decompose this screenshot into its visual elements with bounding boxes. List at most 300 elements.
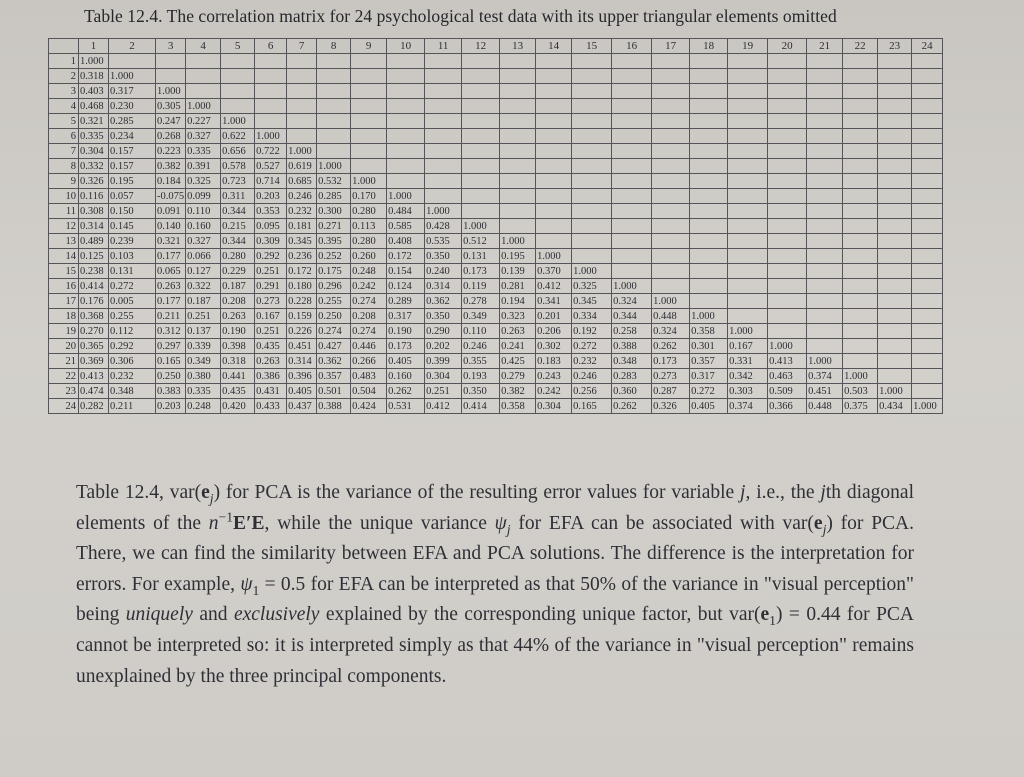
omitted-cell (843, 279, 878, 294)
correlation-cell: 0.260 (351, 249, 387, 264)
row-label: 24 (49, 399, 79, 414)
row-label: 4 (49, 99, 79, 114)
correlation-cell: 0.304 (79, 144, 109, 159)
correlation-cell: 0.280 (351, 234, 387, 249)
correlation-cell: 0.362 (425, 294, 462, 309)
correlation-cell: 0.223 (156, 144, 186, 159)
table-row (49, 174, 943, 189)
omitted-cell (912, 279, 943, 294)
table-row (49, 144, 943, 159)
column-header: 23 (878, 39, 912, 54)
omitted-cell (690, 234, 728, 249)
correlation-cell: 0.391 (186, 159, 221, 174)
omitted-cell (878, 279, 912, 294)
correlation-cell: 0.503 (843, 384, 878, 399)
text-segment: ψ (240, 573, 253, 595)
omitted-cell (807, 84, 843, 99)
row-label: 23 (49, 384, 79, 399)
text-segment: and (192, 604, 234, 626)
correlation-cell: 0.242 (536, 384, 572, 399)
omitted-cell (612, 129, 652, 144)
correlation-cell: 0.334 (572, 309, 612, 324)
row-label: 15 (49, 264, 79, 279)
correlation-cell: 0.150 (109, 204, 156, 219)
correlation-matrix-table (48, 38, 943, 414)
correlation-cell: 0.383 (156, 384, 186, 399)
column-header: 11 (425, 39, 462, 54)
omitted-cell (317, 114, 351, 129)
omitted-cell (425, 144, 462, 159)
correlation-cell: 0.348 (109, 384, 156, 399)
column-header: 7 (287, 39, 317, 54)
correlation-cell: 0.345 (287, 234, 317, 249)
correlation-cell: 0.190 (221, 324, 255, 339)
correlation-cell: 0.326 (652, 399, 690, 414)
correlation-cell: 1.000 (843, 369, 878, 384)
omitted-cell (843, 354, 878, 369)
omitted-cell (843, 264, 878, 279)
row-label: 1 (49, 54, 79, 69)
correlation-cell: 0.246 (572, 369, 612, 384)
correlation-cell: 0.420 (221, 399, 255, 414)
omitted-cell (536, 129, 572, 144)
correlation-cell: 0.193 (462, 369, 500, 384)
row-label: 9 (49, 174, 79, 189)
correlation-cell: 0.208 (221, 294, 255, 309)
omitted-cell (652, 69, 690, 84)
correlation-cell: 0.172 (387, 249, 425, 264)
omitted-cell (843, 129, 878, 144)
omitted-cell (186, 69, 221, 84)
correlation-cell: 0.160 (186, 219, 221, 234)
omitted-cell (652, 264, 690, 279)
correlation-cell: 0.255 (317, 294, 351, 309)
table-row (49, 249, 943, 264)
correlation-cell: 0.272 (572, 339, 612, 354)
omitted-cell (500, 159, 536, 174)
correlation-cell: 1.000 (768, 339, 807, 354)
correlation-cell: 0.326 (79, 174, 109, 189)
omitted-cell (255, 69, 287, 84)
correlation-cell: 0.714 (255, 174, 287, 189)
correlation-cell: 0.308 (79, 204, 109, 219)
correlation-cell: 0.255 (109, 309, 156, 324)
omitted-cell (690, 174, 728, 189)
correlation-cell: 0.332 (79, 159, 109, 174)
row-label: 10 (49, 189, 79, 204)
omitted-cell (255, 84, 287, 99)
correlation-cell: 0.175 (317, 264, 351, 279)
omitted-cell (652, 99, 690, 114)
omitted-cell (572, 174, 612, 189)
corner-cell (49, 39, 79, 54)
column-header: 4 (186, 39, 221, 54)
row-label: 19 (49, 324, 79, 339)
omitted-cell (912, 129, 943, 144)
table-row (49, 129, 943, 144)
correlation-cell: 0.325 (186, 174, 221, 189)
omitted-cell (536, 84, 572, 99)
omitted-cell (728, 54, 768, 69)
omitted-cell (317, 129, 351, 144)
omitted-cell (317, 144, 351, 159)
omitted-cell (156, 54, 186, 69)
column-header: 20 (768, 39, 807, 54)
correlation-cell: 0.157 (109, 159, 156, 174)
correlation-cell: 0.110 (186, 204, 221, 219)
correlation-cell: 1.000 (690, 309, 728, 324)
correlation-cell: 0.398 (221, 339, 255, 354)
correlation-cell: 0.441 (221, 369, 255, 384)
correlation-cell: 0.127 (186, 264, 221, 279)
omitted-cell (878, 54, 912, 69)
correlation-cell: 0.137 (186, 324, 221, 339)
correlation-cell: 0.251 (186, 309, 221, 324)
omitted-cell (728, 99, 768, 114)
omitted-cell (843, 159, 878, 174)
table-row (49, 354, 943, 369)
omitted-cell (690, 219, 728, 234)
correlation-cell: 1.000 (536, 249, 572, 264)
omitted-cell (612, 159, 652, 174)
text-segment: j (506, 521, 511, 537)
omitted-cell (690, 129, 728, 144)
correlation-cell: 0.335 (186, 144, 221, 159)
table-row (49, 339, 943, 354)
omitted-cell (690, 54, 728, 69)
correlation-cell: 0.256 (572, 384, 612, 399)
correlation-cell: 1.000 (500, 234, 536, 249)
correlation-cell: 0.180 (287, 279, 317, 294)
correlation-cell: 0.414 (79, 279, 109, 294)
omitted-cell (807, 309, 843, 324)
omitted-cell (536, 69, 572, 84)
correlation-cell: 0.242 (351, 279, 387, 294)
omitted-cell (728, 69, 768, 84)
omitted-cell (317, 99, 351, 114)
omitted-cell (221, 69, 255, 84)
omitted-cell (462, 159, 500, 174)
omitted-cell (652, 219, 690, 234)
correlation-cell: 0.435 (221, 384, 255, 399)
omitted-cell (387, 99, 425, 114)
omitted-cell (807, 189, 843, 204)
table-row (49, 309, 943, 324)
column-header: 6 (255, 39, 287, 54)
correlation-cell: 0.262 (652, 339, 690, 354)
correlation-cell: 0.311 (221, 189, 255, 204)
omitted-cell (807, 114, 843, 129)
correlation-cell: 0.251 (425, 384, 462, 399)
correlation-cell: 0.321 (156, 234, 186, 249)
correlation-cell: 0.103 (109, 249, 156, 264)
omitted-cell (462, 144, 500, 159)
omitted-cell (768, 54, 807, 69)
correlation-cell: 0.183 (536, 354, 572, 369)
correlation-cell: 0.173 (462, 264, 500, 279)
correlation-cell: 0.585 (387, 219, 425, 234)
omitted-cell (843, 339, 878, 354)
omitted-cell (500, 84, 536, 99)
omitted-cell (690, 114, 728, 129)
omitted-cell (572, 204, 612, 219)
correlation-cell: 0.203 (156, 399, 186, 414)
correlation-cell: 0.474 (79, 384, 109, 399)
correlation-cell: 0.262 (387, 384, 425, 399)
correlation-cell: 0.145 (109, 219, 156, 234)
omitted-cell (462, 174, 500, 189)
omitted-cell (652, 144, 690, 159)
table-body (49, 54, 943, 414)
omitted-cell (912, 219, 943, 234)
omitted-cell (186, 54, 221, 69)
omitted-cell (843, 144, 878, 159)
omitted-cell (500, 219, 536, 234)
omitted-cell (878, 219, 912, 234)
omitted-cell (572, 99, 612, 114)
omitted-cell (462, 84, 500, 99)
omitted-cell (690, 249, 728, 264)
correlation-cell: 1.000 (912, 399, 943, 414)
omitted-cell (768, 249, 807, 264)
correlation-cell: 0.272 (109, 279, 156, 294)
omitted-cell (536, 234, 572, 249)
omitted-cell (912, 309, 943, 324)
correlation-cell: 1.000 (109, 69, 156, 84)
omitted-cell (690, 69, 728, 84)
correlation-cell: 0.483 (351, 369, 387, 384)
correlation-cell: 0.504 (351, 384, 387, 399)
omitted-cell (912, 324, 943, 339)
correlation-cell: 0.290 (425, 324, 462, 339)
correlation-cell: 0.280 (351, 204, 387, 219)
omitted-cell (807, 159, 843, 174)
omitted-cell (768, 159, 807, 174)
correlation-cell: 0.448 (807, 399, 843, 414)
correlation-cell: 0.619 (287, 159, 317, 174)
row-label: 8 (49, 159, 79, 174)
column-header: 8 (317, 39, 351, 54)
omitted-cell (728, 159, 768, 174)
row-label: 3 (49, 84, 79, 99)
correlation-cell: 0.366 (768, 399, 807, 414)
omitted-cell (351, 114, 387, 129)
omitted-cell (572, 249, 612, 264)
correlation-cell: 0.227 (186, 114, 221, 129)
correlation-cell: 0.388 (612, 339, 652, 354)
omitted-cell (425, 159, 462, 174)
correlation-cell: 0.091 (156, 204, 186, 219)
omitted-cell (425, 69, 462, 84)
correlation-cell: 0.246 (287, 189, 317, 204)
omitted-cell (462, 189, 500, 204)
correlation-cell: 0.395 (317, 234, 351, 249)
omitted-cell (462, 69, 500, 84)
omitted-cell (287, 99, 317, 114)
omitted-cell (572, 69, 612, 84)
correlation-cell: 0.318 (79, 69, 109, 84)
correlation-cell: 0.192 (572, 324, 612, 339)
correlation-cell: 0.271 (317, 219, 351, 234)
correlation-cell: 0.357 (317, 369, 351, 384)
correlation-cell: 0.228 (287, 294, 317, 309)
correlation-cell: 0.327 (186, 129, 221, 144)
omitted-cell (728, 294, 768, 309)
omitted-cell (652, 279, 690, 294)
omitted-cell (221, 84, 255, 99)
omitted-cell (878, 144, 912, 159)
correlation-cell: 0.170 (351, 189, 387, 204)
omitted-cell (768, 294, 807, 309)
correlation-cell: 0.248 (351, 264, 387, 279)
omitted-cell (652, 54, 690, 69)
text-segment: E′E (233, 512, 265, 534)
table-row (49, 114, 943, 129)
correlation-cell: 0.408 (387, 234, 425, 249)
omitted-cell (612, 84, 652, 99)
correlation-cell: 0.344 (221, 234, 255, 249)
omitted-cell (912, 384, 943, 399)
omitted-cell (768, 99, 807, 114)
correlation-cell: 1.000 (287, 144, 317, 159)
correlation-cell: 1.000 (425, 204, 462, 219)
column-header: 22 (843, 39, 878, 54)
column-header: 3 (156, 39, 186, 54)
omitted-cell (387, 54, 425, 69)
omitted-cell (843, 309, 878, 324)
omitted-cell (728, 189, 768, 204)
correlation-cell: 0.362 (317, 354, 351, 369)
omitted-cell (878, 369, 912, 384)
text-segment: j (822, 521, 827, 537)
correlation-cell: 0.273 (255, 294, 287, 309)
correlation-cell: 0.451 (807, 384, 843, 399)
omitted-cell (425, 114, 462, 129)
correlation-cell: 0.263 (255, 354, 287, 369)
correlation-cell: 0.211 (156, 309, 186, 324)
correlation-cell: 0.424 (351, 399, 387, 414)
omitted-cell (652, 174, 690, 189)
omitted-cell (255, 114, 287, 129)
correlation-cell: 0.283 (612, 369, 652, 384)
omitted-cell (807, 339, 843, 354)
omitted-cell (387, 159, 425, 174)
text-segment: th diagonal elements of the (76, 482, 914, 534)
correlation-cell: 1.000 (221, 114, 255, 129)
text-segment: n (208, 512, 219, 534)
correlation-cell: 0.248 (186, 399, 221, 414)
correlation-cell: 0.229 (221, 264, 255, 279)
correlation-cell: 0.335 (186, 384, 221, 399)
omitted-cell (768, 264, 807, 279)
correlation-cell: 0.723 (221, 174, 255, 189)
omitted-cell (612, 99, 652, 114)
correlation-cell: 0.399 (425, 354, 462, 369)
omitted-cell (690, 279, 728, 294)
omitted-cell (612, 114, 652, 129)
correlation-cell: 1.000 (156, 84, 186, 99)
correlation-cell: 0.194 (500, 294, 536, 309)
correlation-cell: 0.297 (156, 339, 186, 354)
omitted-cell (807, 279, 843, 294)
table-row (49, 204, 943, 219)
omitted-cell (768, 279, 807, 294)
correlation-cell: 0.250 (156, 369, 186, 384)
omitted-cell (287, 69, 317, 84)
row-label: 2 (49, 69, 79, 84)
text-segment: e (760, 604, 770, 626)
omitted-cell (500, 144, 536, 159)
omitted-cell (612, 264, 652, 279)
correlation-cell: 0.448 (652, 309, 690, 324)
correlation-cell: 0.157 (109, 144, 156, 159)
omitted-cell (768, 204, 807, 219)
correlation-cell: 0.317 (109, 84, 156, 99)
omitted-cell (878, 99, 912, 114)
correlation-cell: 0.190 (387, 324, 425, 339)
correlation-cell: 0.527 (255, 159, 287, 174)
omitted-cell (843, 219, 878, 234)
paragraph-text (76, 478, 914, 692)
omitted-cell (351, 54, 387, 69)
correlation-cell: 0.321 (79, 114, 109, 129)
correlation-cell: 0.374 (728, 399, 768, 414)
correlation-cell: 0.095 (255, 219, 287, 234)
text-segment: explained by the corresponding unique factor, but var( (319, 604, 761, 626)
column-header: 24 (912, 39, 943, 54)
correlation-cell: 0.348 (612, 354, 652, 369)
omitted-cell (156, 69, 186, 84)
text-segment: e (813, 512, 823, 534)
correlation-cell: 0.281 (500, 279, 536, 294)
omitted-cell (878, 294, 912, 309)
correlation-cell: 0.303 (728, 384, 768, 399)
correlation-cell: 0.139 (500, 264, 536, 279)
omitted-cell (351, 159, 387, 174)
correlation-cell: 0.357 (690, 354, 728, 369)
row-label: 20 (49, 339, 79, 354)
omitted-cell (912, 264, 943, 279)
omitted-cell (690, 204, 728, 219)
correlation-cell: 0.195 (500, 249, 536, 264)
correlation-cell: 0.099 (186, 189, 221, 204)
correlation-cell: 0.314 (425, 279, 462, 294)
correlation-cell: 0.241 (500, 339, 536, 354)
omitted-cell (878, 339, 912, 354)
omitted-cell (843, 234, 878, 249)
correlation-cell: 0.304 (536, 399, 572, 414)
omitted-cell (500, 174, 536, 189)
column-header: 13 (500, 39, 536, 54)
omitted-cell (843, 174, 878, 189)
omitted-cell (425, 174, 462, 189)
correlation-cell: 0.350 (425, 309, 462, 324)
omitted-cell (843, 249, 878, 264)
omitted-cell (807, 129, 843, 144)
column-header: 12 (462, 39, 500, 54)
correlation-cell: 0.262 (612, 399, 652, 414)
row-label: 6 (49, 129, 79, 144)
omitted-cell (912, 339, 943, 354)
correlation-cell: 0.167 (255, 309, 287, 324)
correlation-cell: 0.405 (287, 384, 317, 399)
correlation-cell: 0.318 (221, 354, 255, 369)
omitted-cell (572, 144, 612, 159)
correlation-cell: 1.000 (652, 294, 690, 309)
correlation-cell: 0.165 (156, 354, 186, 369)
text-segment: ψ (494, 512, 507, 534)
omitted-cell (728, 84, 768, 99)
